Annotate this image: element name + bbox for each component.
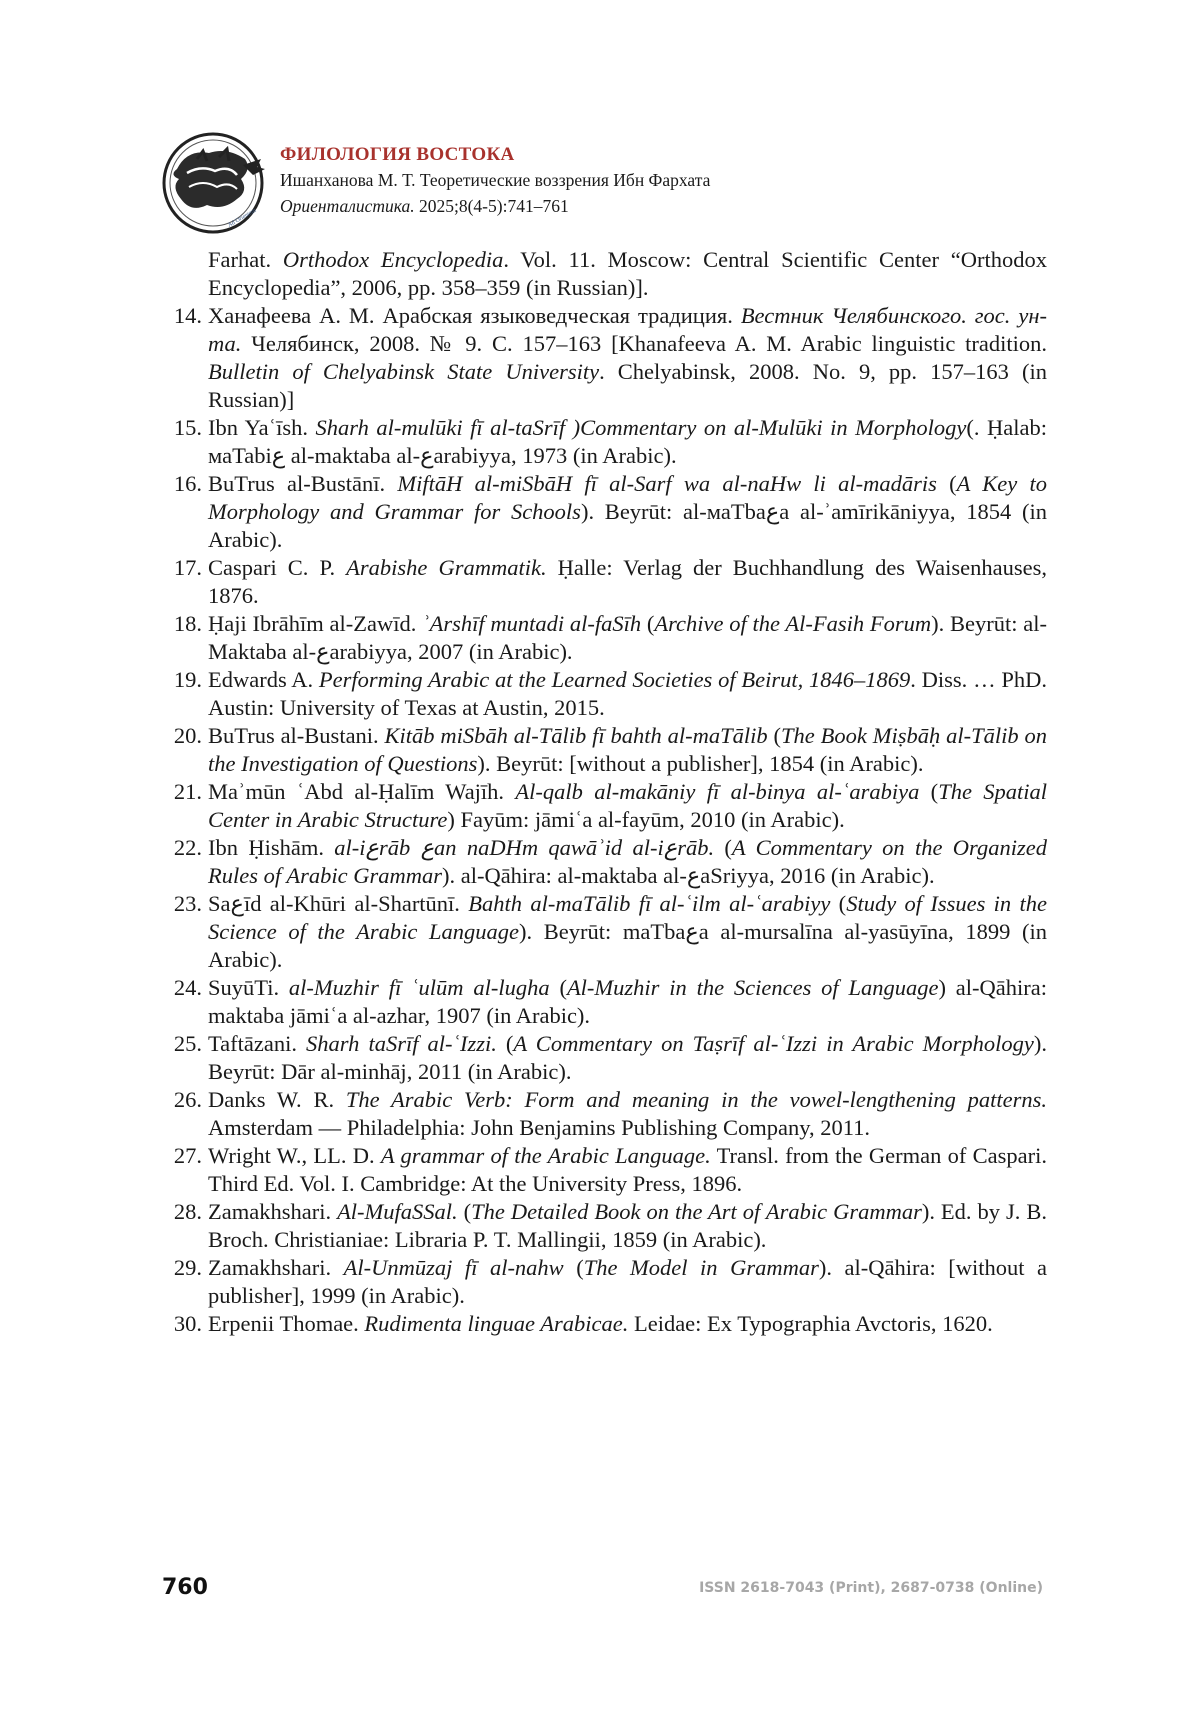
reference-number: 30. bbox=[173, 1311, 202, 1336]
reference-title: The Detailed Book on the Art of Arabic Grammar bbox=[471, 1199, 922, 1224]
reference-number: 29. bbox=[173, 1255, 202, 1280]
reference-text: Ḥalle: Verlag der Buchhandlung des Waisenhauses, 1876. bbox=[208, 555, 1047, 608]
page-header bbox=[157, 125, 1057, 240]
reference-item bbox=[162, 1142, 1047, 1198]
reference-item bbox=[162, 722, 1047, 778]
reference-title: Orthodox Encyclopedia bbox=[282, 247, 504, 272]
reference-title: A Key to Morphology and Grammar for Schools bbox=[208, 471, 1047, 524]
reference-title: MiftāH al-miSbāH fī al-Sarf wa al-naHw li al-madāris bbox=[397, 471, 937, 496]
reference-number: 15. bbox=[173, 415, 202, 440]
reference-item bbox=[162, 246, 1047, 302]
reference-text: Farhat. bbox=[208, 247, 283, 272]
reference-text: ). Ed. by J. B. Broch. Christianiae: Libraria P. T. Mallingii, 1859 (in Arabic). bbox=[208, 1199, 1047, 1252]
reference-text: Челябинск, 2008. № 9. С. 157–163 [Khanafeeva A. M. Arabic linguistic tradition. bbox=[241, 331, 1047, 356]
reference-text: ( bbox=[919, 779, 939, 804]
reference-title: The Model in Grammar bbox=[583, 1255, 819, 1280]
reference-number: 23. bbox=[173, 891, 202, 916]
reference-text: ). Beyrūt: maTbaعa al-mursalīna al-yasūyīna, 1899 (in Arabic). bbox=[208, 919, 1047, 972]
reference-text: ). al-Qāhira: al-maktaba al-عaSriyya, 2016 (in Arabic). bbox=[441, 863, 935, 888]
reference-text: ( bbox=[457, 1199, 472, 1224]
reference-title: Kitāb miSbāh al-Tālib fī bahth al-maTālib bbox=[384, 723, 768, 748]
reference-list bbox=[162, 246, 1047, 1338]
reference-text: . Diss. … PhD. Austin: University of Texas at Austin, 2015. bbox=[208, 667, 1047, 720]
reference-number: 24. bbox=[173, 975, 202, 1000]
journal-logo-icon bbox=[157, 129, 269, 237]
reference-title: The Book Miṣbāḥ al-Tālib on the Investigation of Questions bbox=[208, 723, 1047, 776]
reference-number: 25. bbox=[173, 1031, 202, 1056]
journal-name: Ориенталистика. bbox=[280, 196, 415, 216]
section-title: ФИЛОЛОГИЯ ВОСТОКА bbox=[280, 144, 515, 165]
reference-text: ) Fayūm: jāmiʿa al-fayūm, 2010 (in Arabic). bbox=[447, 807, 845, 832]
reference-text: ). Beyrūt: [without a publisher], 1854 (in Arabic). bbox=[477, 751, 924, 776]
reference-title: Bulletin of Chelyabinsk State University bbox=[208, 359, 600, 384]
reference-number: 17. bbox=[173, 555, 202, 580]
reference-title: A grammar of the Arabic Language. bbox=[380, 1143, 711, 1168]
reference-text: Wright W., LL. D. bbox=[208, 1143, 381, 1168]
reference-number: 26. bbox=[173, 1087, 202, 1112]
issn: ISSN 2618-7043 (Print), 2687-0738 (Online) bbox=[699, 1580, 1043, 1596]
reference-text: Zamakhshari. bbox=[208, 1199, 338, 1224]
reference-title: The Spatial Center in Arabic Structure bbox=[208, 779, 1048, 832]
reference-text: ( bbox=[549, 975, 567, 1000]
reference-text: Ханафеева А. М. Арабская языковедческая традиция. bbox=[208, 303, 741, 328]
reference-text: ( bbox=[714, 835, 732, 860]
journal-issue: 2025;8(4-5):741–761 bbox=[418, 196, 569, 216]
journal-citation bbox=[280, 194, 710, 218]
reference-item bbox=[162, 1254, 1047, 1310]
reference-number: 20. bbox=[173, 723, 202, 748]
reference-title: al-iعrāb عan naDHm qawāʾid al-iعrāb. bbox=[334, 835, 715, 860]
reference-text: ( bbox=[496, 1031, 514, 1056]
reference-number: 22. bbox=[173, 835, 202, 860]
reference-title: A Commentary on Taṣrīf al-ʿIzzi in Arabic Morphology bbox=[513, 1031, 1034, 1056]
reference-text: ( bbox=[830, 891, 847, 916]
reference-text: ) al-Qāhira: maktaba jāmiʿa al-azhar, 1907 (in Arabic). bbox=[208, 975, 1047, 1028]
reference-text: ( bbox=[936, 471, 957, 496]
reference-number: 27. bbox=[173, 1143, 202, 1168]
article-running-title: Ишанханова М. Т. Теоретические воззрения Ибн Фархата bbox=[280, 170, 711, 190]
reference-text: Maʾmūn ʿAbd al-Ḥalīm Wajīh. bbox=[208, 779, 516, 804]
reference-item bbox=[162, 834, 1047, 890]
reference-text: Danks W. R. bbox=[208, 1087, 346, 1112]
reference-text: (. Ḥalab: маTabiع al-maktaba al-عarabiyya, 1973 (in Arabic). bbox=[208, 415, 1048, 468]
reference-title: Arabishe Grammatik. bbox=[346, 555, 547, 580]
reference-text: Transl. from the German of Caspari. Third Ed. Vol. I. Cambridge: At the University Press, 1896. bbox=[208, 1143, 1047, 1196]
reference-item bbox=[162, 302, 1047, 414]
reference-title: Bahth al-maTālib fī al-ʿilm al-ʿarabiyy bbox=[468, 891, 831, 916]
reference-text: Zamakhshari. bbox=[208, 1255, 344, 1280]
reference-title: The Arabic Verb: Form and meaning in the vowel-lengthening patterns. bbox=[345, 1087, 1047, 1112]
reference-text: Leidae: Ex Typographia Avctoris, 1620. bbox=[628, 1311, 993, 1336]
reference-title: A Commentary on the Organized Rules of Arabic Grammar bbox=[208, 835, 1047, 888]
reference-title: Al-Muzhir in the Sciences of Language bbox=[566, 975, 939, 1000]
reference-title: al-Muzhir fī ʿulūm al-lugha bbox=[288, 975, 550, 1000]
reference-title: Study of Issues in the Science of the Arabic Language bbox=[208, 891, 1048, 944]
reference-number: 28. bbox=[173, 1199, 202, 1224]
reference-item bbox=[162, 414, 1047, 470]
reference-text: ). Beyrūt: al-маTbaعa al-ʾamīrikāniyya, 1854 (in Arabic). bbox=[208, 499, 1048, 552]
reference-text: BuTrus al-Bustānī. bbox=[208, 471, 398, 496]
reference-item bbox=[162, 470, 1047, 554]
reference-item bbox=[162, 1198, 1047, 1254]
reference-text: Ibn Ḥishām. bbox=[208, 835, 335, 860]
reference-title: Вестник Челябинского. гос. ун-та. bbox=[208, 303, 1048, 356]
reference-number: 19. bbox=[173, 667, 202, 692]
reference-number: 14. bbox=[173, 303, 202, 328]
reference-text: Taftāzani. bbox=[208, 1031, 307, 1056]
reference-text: Erpenii Thomae. bbox=[208, 1311, 365, 1336]
reference-title: Archive of the Al-Fasih Forum bbox=[654, 611, 932, 636]
reference-text: Ḥaji Ibrāhīm al-Zawīd. bbox=[208, 611, 423, 636]
reference-title: Performing Arabic at the Learned Societies of Beirut, 1846–1869 bbox=[318, 667, 911, 692]
reference-item bbox=[162, 1030, 1047, 1086]
reference-text: Amsterdam — Philadelphia: John Benjamins Publishing Company, 2011. bbox=[208, 1115, 871, 1140]
reference-item bbox=[162, 974, 1047, 1030]
reference-text: ). Beyrūt: al-Maktaba al-عarabiyya, 2007 (in Arabic). bbox=[208, 611, 1048, 664]
reference-title: Rudimenta linguae Arabicae. bbox=[364, 1311, 629, 1336]
logo-text: Ad Orientem bbox=[227, 207, 258, 229]
reference-title: Al-MufaSSal. bbox=[337, 1199, 458, 1224]
reference-title: Al-qalb al-makāniy fī al-binya al-ʿarabiya bbox=[515, 779, 920, 804]
reference-text: Saعīd al-Khūri al-Shartūnī. bbox=[208, 891, 469, 916]
reference-item bbox=[162, 1310, 1047, 1338]
reference-text: ( bbox=[767, 723, 782, 748]
reference-number: 21. bbox=[173, 779, 202, 804]
reference-title: Al-Unmūzaj fī al-nahw bbox=[343, 1255, 564, 1280]
reference-text: ). Beyrūt: Dār al-minhāj, 2011 (in Arabic). bbox=[208, 1031, 1047, 1084]
reference-title: Sharh al-mulūki fī al-taSrīf )Commentary on al-Mulūki in Morphology bbox=[315, 415, 967, 440]
reference-title: Sharh taSrīf al-ʿIzzi. bbox=[306, 1031, 497, 1056]
reference-text: Ibn Yaʿīsh. bbox=[208, 415, 316, 440]
reference-number: 18. bbox=[173, 611, 202, 636]
reference-text: SuyūTi. bbox=[208, 975, 289, 1000]
reference-item bbox=[162, 890, 1047, 974]
reference-item bbox=[162, 610, 1047, 666]
page-number: 760 bbox=[162, 1575, 208, 1600]
reference-text: ( bbox=[563, 1255, 584, 1280]
reference-item bbox=[162, 666, 1047, 722]
reference-item bbox=[162, 778, 1047, 834]
reference-number: 16. bbox=[173, 471, 202, 496]
header-text bbox=[280, 143, 710, 218]
reference-text: Caspari C. P. bbox=[208, 555, 347, 580]
reference-title: ʾArshīf muntadi al-faSīh bbox=[422, 611, 642, 636]
reference-text: . Chelyabinsk, 2008. No. 9, pp. 157–163 (in Russian)] bbox=[208, 359, 1047, 412]
reference-item bbox=[162, 1086, 1047, 1142]
reference-text: BuTrus al-Bustani. bbox=[208, 723, 385, 748]
reference-text: . Vol. 11. Moscow: Central Scientific Center “Orthodox Encyclopedia”, 2006, pp. 358–359 (in Russian)]. bbox=[208, 247, 1048, 300]
reference-item bbox=[162, 554, 1047, 610]
reference-text: Edwards A. bbox=[208, 667, 319, 692]
reference-text: ). al-Qāhira: [without a publisher], 1999 (in Arabic). bbox=[208, 1255, 1047, 1308]
reference-text: ( bbox=[641, 611, 655, 636]
